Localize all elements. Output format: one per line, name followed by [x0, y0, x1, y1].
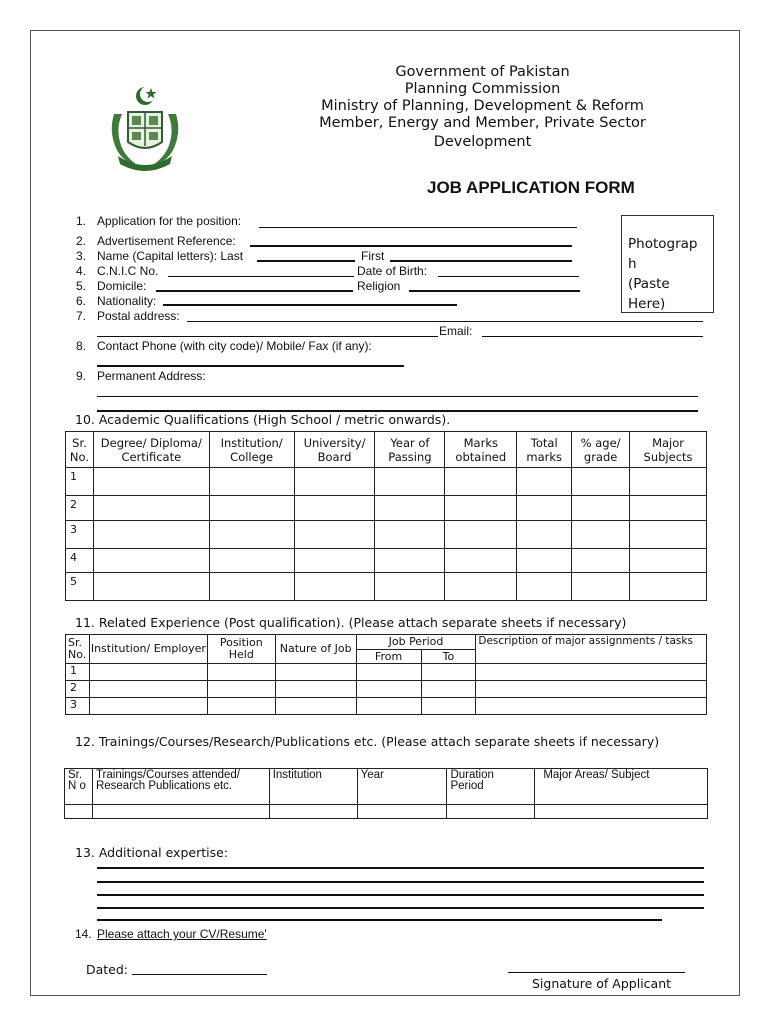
experience-table — [65, 634, 707, 715]
nationality-input[interactable] — [163, 304, 457, 306]
table-cell[interactable] — [207, 681, 275, 698]
form-title: JOB APPLICATION FORM — [427, 178, 635, 197]
expertise-input[interactable] — [97, 881, 704, 883]
last-name-input[interactable] — [257, 260, 355, 262]
column-header: To — [421, 650, 476, 664]
table-cell[interactable] — [517, 496, 572, 521]
column-header: Marks obtained — [445, 432, 517, 468]
header-member: Member, Energy and Member, Private Sector — [319, 115, 646, 131]
table-row — [65, 805, 708, 819]
label-nationality: Nationality: — [97, 294, 157, 308]
date-of-birth-input[interactable] — [438, 276, 579, 277]
table-cell[interactable] — [630, 496, 707, 521]
postal-address-input-line2[interactable] — [97, 336, 438, 337]
postal-address-input[interactable] — [187, 321, 703, 322]
label-religion: Religion — [357, 279, 401, 293]
table-cell[interactable] — [517, 549, 572, 573]
table-cell[interactable] — [572, 521, 630, 549]
email-input[interactable] — [482, 336, 703, 337]
label-name-first: First — [361, 249, 385, 263]
table-cell[interactable] — [572, 549, 630, 573]
dated-input[interactable] — [132, 974, 267, 975]
position-input[interactable] — [259, 227, 577, 228]
photo-line: Here) — [628, 296, 666, 312]
field-number: 2. — [76, 234, 87, 248]
table-cell[interactable] — [275, 664, 356, 681]
table-cell[interactable] — [275, 681, 356, 698]
photo-line: Photograp — [628, 236, 698, 252]
table-cell[interactable] — [476, 698, 707, 715]
table-cell[interactable] — [209, 573, 294, 601]
table-cell[interactable] — [294, 468, 375, 496]
field-number: 5. — [76, 279, 87, 293]
table-cell[interactable] — [572, 496, 630, 521]
table-cell[interactable] — [356, 664, 421, 681]
column-header: Sr. No. — [66, 635, 90, 664]
column-header: University/ Board — [294, 432, 375, 468]
table-cell[interactable] — [93, 496, 209, 521]
pakistan-emblem-icon — [104, 84, 186, 176]
table-cell[interactable] — [275, 698, 356, 715]
permanent-address-input[interactable] — [97, 396, 698, 397]
expertise-input[interactable] — [97, 867, 704, 869]
row-number: 2 — [66, 496, 94, 521]
table-cell[interactable] — [209, 521, 294, 549]
label-cnic: C.N.I.C No. — [97, 264, 159, 278]
section-academic-title: 10. Academic Qualifications (High School / metric onwards). — [75, 412, 451, 427]
label-date-of-birth: Date of Birth: — [357, 264, 428, 278]
photo-line: (Paste — [628, 276, 670, 292]
table-cell[interactable] — [517, 573, 572, 601]
column-header: Job Period — [356, 635, 476, 650]
table-cell[interactable] — [356, 681, 421, 698]
table-cell[interactable] — [294, 521, 375, 549]
header-government: Government of Pakistan — [395, 64, 570, 80]
academic-qualifications-table — [65, 431, 707, 601]
table-cell[interactable] — [294, 549, 375, 573]
trainings-table — [64, 768, 708, 819]
label-name-last: Name (Capital letters): Last — [97, 249, 244, 263]
label-contact-phone: Contact Phone (with city code)/ Mobile/ Fax (if any): — [97, 339, 372, 353]
table-cell[interactable] — [375, 521, 445, 549]
expertise-input[interactable] — [97, 919, 662, 921]
column-header: Total marks — [517, 432, 572, 468]
table-cell[interactable] — [89, 664, 207, 681]
signature-label: Signature of Applicant — [532, 976, 672, 991]
table-cell[interactable] — [447, 805, 535, 819]
table-cell[interactable] — [517, 521, 572, 549]
table-header-row — [66, 432, 707, 468]
table-header-row — [65, 769, 708, 805]
table-cell[interactable] — [445, 549, 517, 573]
table-cell[interactable] — [92, 805, 269, 819]
row-number: 1 — [66, 664, 90, 681]
table-cell[interactable] — [375, 573, 445, 601]
row-number: 1 — [66, 468, 94, 496]
table-cell[interactable] — [294, 573, 375, 601]
domicile-input[interactable] — [156, 290, 353, 292]
table-cell[interactable] — [65, 805, 93, 819]
table-cell[interactable] — [445, 496, 517, 521]
column-header: Year of Passing — [375, 432, 445, 468]
table-cell[interactable] — [476, 664, 707, 681]
table-cell[interactable] — [572, 468, 630, 496]
table-cell[interactable] — [207, 698, 275, 715]
field-number: 14. — [75, 927, 92, 941]
table-cell[interactable] — [207, 664, 275, 681]
column-header: Position Held — [207, 635, 275, 664]
photo-box — [621, 215, 714, 313]
table-cell[interactable] — [93, 549, 209, 573]
religion-input[interactable] — [409, 290, 580, 292]
table-row — [66, 698, 707, 715]
table-row — [66, 496, 707, 521]
table-cell[interactable] — [476, 681, 707, 698]
field-number: 4. — [76, 264, 87, 278]
header-line: Period — [450, 780, 484, 792]
table-cell[interactable] — [209, 468, 294, 496]
expertise-input[interactable] — [97, 907, 704, 909]
table-row — [66, 549, 707, 573]
table-row — [66, 521, 707, 549]
table-cell[interactable] — [209, 549, 294, 573]
label-domicile: Domicile: — [97, 279, 147, 293]
table-cell[interactable] — [421, 681, 476, 698]
header-line: Duration — [450, 769, 494, 781]
row-number: 2 — [66, 681, 90, 698]
column-header: Sr. No. — [66, 432, 94, 468]
row-number: 5 — [66, 573, 94, 601]
field-number: 9. — [76, 369, 87, 383]
table-cell[interactable] — [630, 573, 707, 601]
table-cell[interactable] — [572, 573, 630, 601]
column-header — [92, 769, 269, 805]
column-header — [447, 769, 535, 805]
label-postal-address: Postal address: — [97, 309, 180, 323]
label-position: Application for the position: — [97, 214, 242, 228]
advertisement-reference-input[interactable] — [250, 245, 572, 247]
table-cell[interactable] — [93, 521, 209, 549]
table-cell[interactable] — [375, 468, 445, 496]
row-number: 4 — [66, 549, 94, 573]
label-permanent-address: Permanent Address: — [97, 369, 206, 383]
column-header: % age/ grade — [572, 432, 630, 468]
column-header: Sr. N o — [65, 769, 93, 805]
table-cell[interactable] — [356, 698, 421, 715]
row-number: 3 — [66, 698, 90, 715]
field-number: 3. — [76, 249, 87, 263]
header-line: Trainings/Courses attended/ — [95, 769, 240, 781]
section-experience-title: 11. Related Experience (Post qualification). (Please attach separate sheets if necessary) — [75, 615, 627, 630]
table-row — [66, 664, 707, 681]
label-advertisement-reference: Advertisement Reference: — [97, 234, 236, 248]
table-row — [66, 681, 707, 698]
column-header: Major Areas/ Subject — [535, 769, 708, 805]
table-cell[interactable] — [93, 573, 209, 601]
dated-label: Dated: — [86, 962, 129, 977]
section-trainings-title: 12. Trainings/Courses/Research/Publications etc. (Please attach separate sheets if necessary) — [75, 734, 660, 749]
field-number: 6. — [76, 294, 87, 308]
column-header: Institution/ Employer — [89, 635, 207, 664]
contact-phone-input[interactable] — [97, 365, 404, 367]
table-cell[interactable] — [89, 681, 207, 698]
table-header-row — [66, 635, 707, 650]
first-name-input[interactable] — [390, 260, 572, 262]
table-cell[interactable] — [89, 698, 207, 715]
table-cell[interactable] — [630, 549, 707, 573]
field-number: 1. — [76, 214, 87, 228]
expertise-input[interactable] — [97, 894, 704, 896]
header-ministry: Ministry of Planning, Development & Reform — [321, 98, 644, 114]
table-cell[interactable] — [294, 496, 375, 521]
column-header: Major Subjects — [630, 432, 707, 468]
table-cell[interactable] — [421, 664, 476, 681]
signature-line[interactable] — [508, 972, 685, 973]
table-cell[interactable] — [209, 496, 294, 521]
column-header: Institution/ College — [209, 432, 294, 468]
cnic-input[interactable] — [168, 276, 354, 277]
table-cell[interactable] — [630, 521, 707, 549]
column-header: Degree/ Diploma/ Certificate — [93, 432, 209, 468]
table-cell[interactable] — [517, 468, 572, 496]
column-header: From — [356, 650, 421, 664]
table-row — [66, 573, 707, 601]
table-cell[interactable] — [445, 573, 517, 601]
section-expertise-title: 13. Additional expertise: — [75, 845, 228, 860]
label-email: Email: — [439, 324, 473, 338]
table-cell[interactable] — [535, 805, 708, 819]
table-cell[interactable] — [445, 468, 517, 496]
header-planning-commission: Planning Commission — [404, 81, 561, 97]
table-cell[interactable] — [375, 549, 445, 573]
column-header: Year — [357, 769, 447, 805]
table-row — [66, 468, 707, 496]
table-cell[interactable] — [421, 698, 476, 715]
table-cell[interactable] — [445, 521, 517, 549]
column-header: Institution — [269, 769, 357, 805]
table-cell[interactable] — [375, 496, 445, 521]
table-cell[interactable] — [269, 805, 357, 819]
field-number: 8. — [76, 339, 87, 353]
column-header: Nature of Job — [275, 635, 356, 664]
header-line: Research Publications etc. — [95, 780, 233, 792]
table-cell[interactable] — [630, 468, 707, 496]
attach-cv-note: Please attach your CV/Resume' — [97, 927, 267, 941]
table-cell[interactable] — [93, 468, 209, 496]
photo-line: h — [628, 256, 637, 272]
column-header: Description of major assignments / tasks — [476, 635, 707, 664]
row-number: 3 — [66, 521, 94, 549]
field-number: 7. — [76, 309, 87, 323]
table-cell[interactable] — [357, 805, 447, 819]
header-development: Development — [433, 134, 532, 150]
